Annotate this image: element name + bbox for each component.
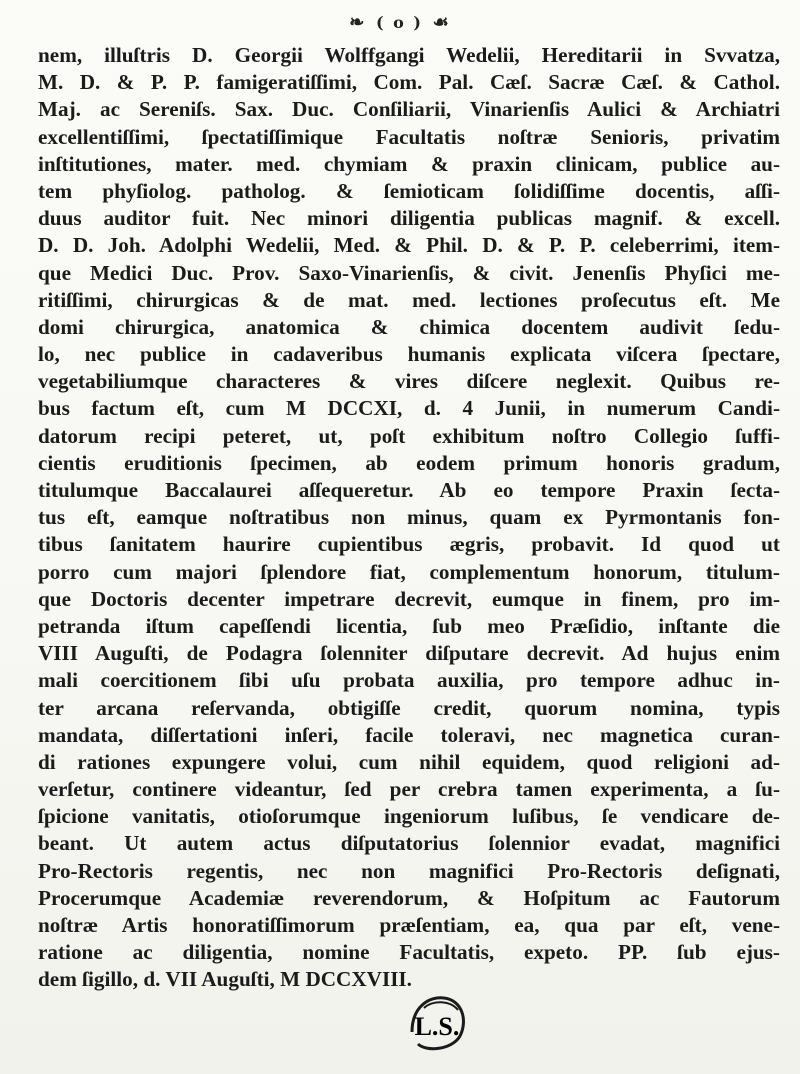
text-line: lo, nec publice in cadaveribus humanis explicata viſcera ſpectare, xyxy=(38,342,780,367)
text-line: que Doctoris decenter impetrare decrevit, eumque in finem, pro im- xyxy=(38,586,780,611)
text-line: noſtræ Artis honoratiſſimorum præſentiam, ea, qua par eſt, vene- xyxy=(38,913,780,937)
text-line: que Medici Duc. Prov. Saxo-Vinarienſis, & civit. Jenenſis Phyſici me- xyxy=(38,260,780,285)
text-line: porro cum majori ſplendore fiat, complementum honorum, titulum- xyxy=(38,559,780,584)
text-line: domi chirurgica, anatomica & chimica docentem audivit ſedu- xyxy=(38,314,780,339)
text-line: Pro-Rectoris regentis, nec non magnifici Pro-Rectoris deſignati, xyxy=(38,858,780,883)
text-line: bus factum eſt, cum M DCCXI, d. 4 Junii, in numerum Candi- xyxy=(38,396,780,421)
text-line: M. D. & P. P. famigeratiſſimi, Com. Pal. Cæſ. Sacræ Cæſ. & Cathol. xyxy=(38,70,780,95)
text-line: tem phyſiolog. patholog. & ſemioticam ſolidiſſime docentis, aſſi- xyxy=(38,178,780,203)
text-line: datorum recipi peteret, ut, poſt exhibitum noſtro Collegio ſuffi- xyxy=(38,423,780,448)
text-line: duus auditor fuit. Nec minori diligentia publicas magnif. & excell. xyxy=(38,206,780,231)
text-line: mali coercitionem ſibi uſu probata auxilia, pro tempore adhuc in- xyxy=(38,668,780,693)
text-line: tus eſt, eamque noſtratibus non minus, quam ex Pyrmontanis fon- xyxy=(38,505,780,530)
text-line: dem ſigillo, d. VII Auguſti, M DCCXVIII. xyxy=(38,967,412,992)
document-body xyxy=(38,42,780,994)
text-line: Procerumque Academiæ reverendorum, & Hoſpitum ac Fautorum xyxy=(38,885,780,910)
text-line: petranda iſtum capeſſendi licentia, ſub meo Præſidio, inſtante die xyxy=(38,613,780,638)
ornament-left-icon: ❧ xyxy=(349,12,367,33)
text-line: excellentiſſimi, ſpectatiſſimique Facultatis noſtræ Senioris, privatim xyxy=(38,124,780,149)
text-line: titulumque Baccalaurei aſſequeretur. Ab eo tempore Praxin ſecta- xyxy=(38,478,780,502)
header-ornament xyxy=(0,8,800,34)
text-line: verſetur, continere videantur, ſed per crebra tamen experimenta, a ſu- xyxy=(38,777,780,802)
seal-label: L.S. xyxy=(414,1012,460,1041)
ornament-right-icon: ☙ xyxy=(432,12,451,33)
text-line: inſtitutiones, mater. med. chymiam & praxin clinicam, publice au- xyxy=(38,151,780,176)
ornament-text: ( o ) xyxy=(376,13,423,32)
text-line: ritiſſimi, chirurgicas & de mat. med. lectiones proſecutus eſt. Me xyxy=(38,287,780,312)
seal-stamp xyxy=(402,988,472,1058)
text-line: tibus ſanitatem haurire cupientibus ægris, probavit. Id quod ut xyxy=(38,532,780,557)
text-line: di rationes expungere volui, cum nihil equidem, quod religioni ad- xyxy=(38,749,780,774)
text-line: D. D. Joh. Adolphi Wedelii, Med. & Phil. D. & P. P. celeberrimi, item- xyxy=(38,233,780,258)
text-line: ratione ac diligentia, nomine Facultatis, expeto. PP. ſub ejus- xyxy=(38,940,780,965)
text-line: beant. Ut autem actus diſputatorius ſolennior evadat, magnifici xyxy=(38,831,780,856)
text-line: ſpicione vanitatis, otioſorumque ingeniorum luſibus, ſe vendicare de- xyxy=(38,804,780,829)
seal-icon xyxy=(402,988,472,1058)
text-line: Maj. ac Sereniſs. Sax. Duc. Conſiliarii, Vinarienſis Aulici & Archiatri xyxy=(38,97,780,122)
text-line: cientis eruditionis ſpecimen, ab eodem primum honoris gradum, xyxy=(38,450,780,475)
text-line: VIII Auguſti, de Podagra ſolenniter diſputare decrevit. Ad hujus enim xyxy=(38,641,780,666)
text-line: ter arcana reſervanda, obtigiſſe credit, quorum nomina, typis xyxy=(38,695,780,720)
text-line: vegetabiliumque characteres & vires diſcere neglexit. Quibus re- xyxy=(38,369,780,394)
text-line: nem, illuſtris D. Georgii Wolffgangi Wedelii, Hereditarii in Svvatza, xyxy=(38,43,780,67)
text-line: mandata, diſſertationi inſeri, facile toleravi, nec magnetica curan- xyxy=(38,722,780,747)
